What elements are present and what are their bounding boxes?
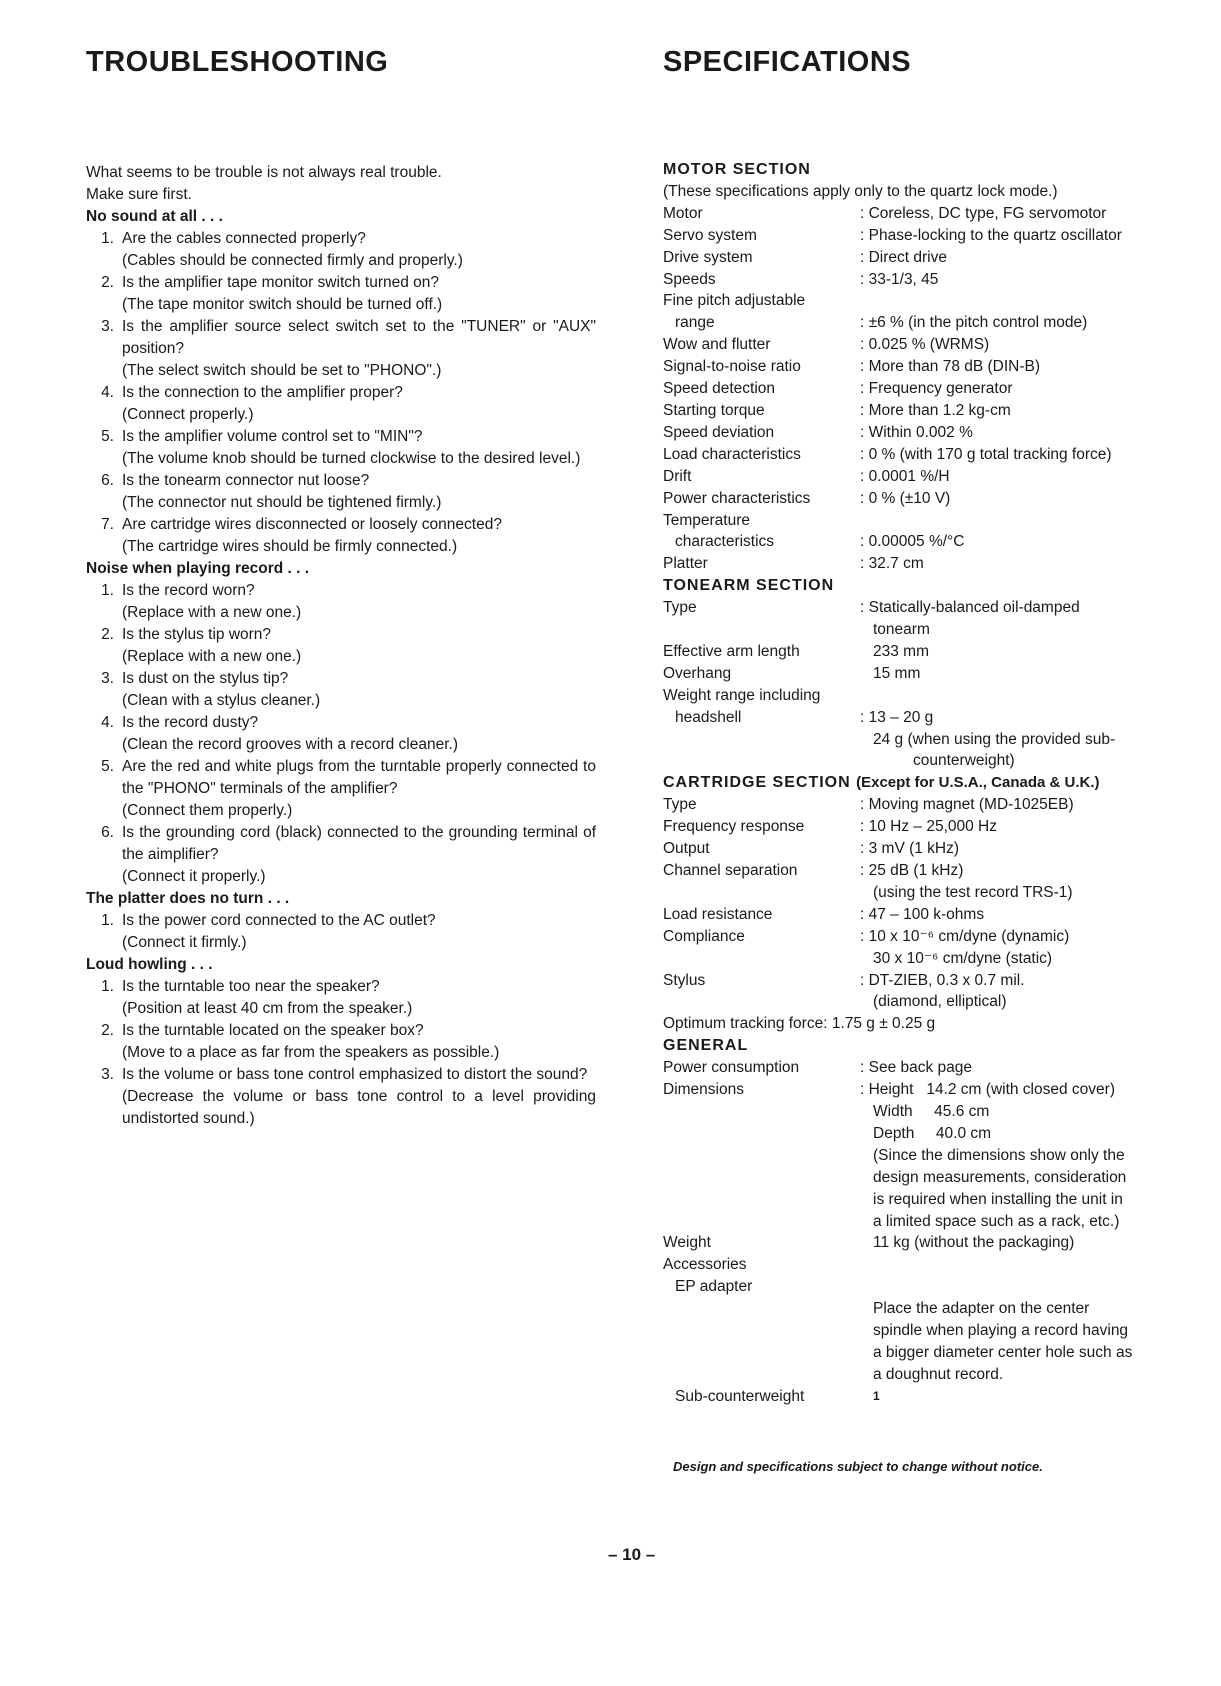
spec-row [663, 553, 1183, 575]
spec-label: Speed detection [663, 380, 776, 398]
answer-text: (The select switch should be set to "PHONO".) [122, 362, 442, 379]
spec-row [663, 904, 1183, 926]
answer-text: (Replace with a new one.) [122, 604, 302, 621]
spec-value: : Direct drive [860, 248, 947, 266]
spec-label: characteristics [675, 533, 775, 551]
spec-label: Weight range including [663, 686, 821, 704]
question-item [86, 382, 596, 404]
spec-continuation: Place the adapter on the center [873, 1300, 1090, 1318]
spec-continuation: a bigger diameter center hole such as [873, 1343, 1133, 1361]
question-text: Is the stylus tip worn? [122, 626, 272, 643]
spec-value: : ±6 % (in the pitch control mode) [860, 314, 1088, 332]
question-item [86, 976, 596, 998]
spec-row [663, 707, 1183, 729]
question-text: Is the amplifier tape monitor switch turned on? [122, 274, 440, 291]
question-number: 3. [101, 318, 114, 335]
question-item [86, 624, 596, 646]
spec-row [663, 1232, 1183, 1254]
spec-label: Power characteristics [663, 489, 811, 507]
cartridge-title-note: (Except for U.S.A., Canada & U.K.) [856, 774, 1100, 792]
motor-section-note: (These specifications apply only to the quartz lock mode.) [663, 182, 1058, 200]
question-number: 3. [101, 1066, 114, 1083]
spec-value: : 0.025 % (WRMS) [860, 336, 990, 354]
troubleshooting-heading: TROUBLESHOOTING [86, 46, 389, 78]
question-item [86, 1064, 596, 1086]
spec-value: : 0.0001 %/H [860, 467, 950, 485]
answer-text: (Connect them properly.) [122, 802, 293, 819]
spec-label: Stylus [663, 971, 706, 989]
spec-row [663, 816, 1183, 838]
answer-text: (The tape monitor switch should be turned off.) [122, 296, 443, 313]
answer-text: (Clean the record grooves with a record cleaner.) [122, 736, 458, 753]
question-text: Is the tonearm connector nut loose? [122, 472, 370, 489]
spec-label: Signal-to-noise ratio [663, 358, 801, 376]
question-text: Are the cables connected properly? [122, 230, 366, 247]
question-number: 4. [101, 714, 114, 731]
design-change-footnote: Design and specifications subject to change without notice. [673, 1459, 1043, 1474]
question-number: 2. [101, 626, 114, 643]
question-number: 5. [101, 758, 114, 775]
spec-label: Platter [663, 555, 708, 573]
spec-value: : 47 – 100 k-ohms [860, 905, 985, 923]
spec-label: Channel separation [663, 862, 798, 879]
spec-label: headshell [675, 708, 742, 726]
question-item [86, 712, 596, 734]
question-text: Is the volume or bass tone control emphasized to distort the sound? [122, 1066, 588, 1083]
question-text: Is the connection to the amplifier proper? [122, 384, 403, 401]
question-text: Is the turntable located on the speaker box? [122, 1022, 424, 1039]
answer-text: (Position at least 40 cm from the speaker.) [122, 1000, 413, 1017]
spec-label: Frequency response [663, 818, 805, 836]
spec-label: Motor [663, 204, 703, 222]
spec-continuation: (Since the dimensions show only the [873, 1146, 1125, 1164]
spec-label: Drive system [663, 248, 753, 266]
spec-row [663, 685, 1183, 707]
spec-row [663, 378, 1183, 400]
spec-value: : 32.7 cm [860, 555, 924, 573]
spec-label: Type [663, 599, 697, 617]
answer-text: (Cables should be connected firmly and properly.) [122, 252, 463, 269]
spec-row [663, 531, 1183, 553]
question-number: 1. [101, 912, 114, 929]
spec-label: Speed deviation [663, 423, 775, 441]
answer-text: (The volume knob should be turned clockwise to the desired level.) [122, 450, 581, 467]
spec-value: : 3 mV (1 kHz) [860, 840, 960, 858]
spec-row [663, 926, 1183, 948]
spec-value: : 0 % (±10 V) [860, 489, 951, 507]
spec-row [663, 860, 1183, 882]
spec-row [663, 663, 1183, 685]
motor-section-title: MOTOR SECTION [663, 161, 811, 178]
cartridge-title-text: CARTRIDGE SECTION [663, 774, 851, 792]
question-text: Is the amplifier volume control set to "MIN"? [122, 428, 423, 445]
cartridge-section-title [663, 772, 1183, 794]
spec-row [663, 225, 1183, 247]
question-number: 6. [101, 472, 114, 489]
spec-row [663, 510, 1183, 532]
spec-label: Overhang [663, 664, 732, 682]
spec-value: : 10 x 10⁻⁶ cm/dyne (dynamic) [860, 927, 1070, 945]
spec-label: Fine pitch adjustable [663, 292, 806, 310]
spec-row [663, 269, 1183, 291]
spec-value: : 0.00005 %/°C [860, 533, 965, 551]
spec-continuation: is required when installing the unit in [873, 1190, 1123, 1208]
question-number: 6. [101, 824, 114, 841]
spec-continuation: tonearm [873, 621, 930, 639]
spec-value: : Frequency generator [860, 380, 1013, 398]
spec-value: : Phase-locking to the quartz oscillator [860, 226, 1122, 244]
spec-label: Starting torque [663, 401, 765, 419]
spec-value: : Coreless, DC type, FG servomotor [860, 204, 1107, 222]
question-number: 2. [101, 1022, 114, 1039]
general-section-title: GENERAL [663, 1037, 749, 1055]
answer-text: (Connect it firmly.) [122, 934, 247, 951]
spec-row [663, 290, 1183, 312]
spec-row [663, 838, 1183, 860]
spec-value: : Statically-balanced oil-damped [860, 599, 1080, 617]
spec-label: Load resistance [663, 905, 773, 923]
optimum-tracking-force: Optimum tracking force: 1.75 g ± 0.25 g [663, 1015, 936, 1033]
spec-label: Wow and flutter [663, 336, 771, 354]
question-item [86, 822, 596, 866]
spec-row [663, 1057, 1183, 1079]
question-item [86, 668, 596, 690]
spec-row [663, 203, 1183, 225]
spec-row [663, 444, 1183, 466]
answer-text: (Clean with a stylus cleaner.) [122, 692, 321, 709]
spec-value: : More than 78 dB (DIN-B) [860, 358, 1041, 376]
spec-row [663, 1276, 1183, 1298]
spec-continuation: a doughnut record. [873, 1365, 1004, 1383]
spec-row [663, 247, 1183, 269]
question-item [86, 470, 596, 492]
spec-row [663, 312, 1183, 334]
tonearm-section-title: TONEARM SECTION [663, 577, 835, 595]
spec-label: Temperature [663, 511, 751, 529]
question-item [86, 228, 596, 250]
spec-label: Compliance [663, 927, 745, 945]
question-item [86, 316, 596, 360]
spec-row [663, 1079, 1183, 1101]
spec-value: : More than 1.2 kg-cm [860, 401, 1011, 419]
question-item [86, 426, 596, 448]
spec-value: : 13 – 20 g [860, 708, 934, 726]
spec-label: Servo system [663, 226, 757, 244]
intro-line: Make sure first. [86, 186, 192, 203]
question-item [86, 580, 596, 602]
spec-value: : See back page [860, 1059, 973, 1077]
spec-value: 11 kg (without the packaging) [873, 1234, 1075, 1252]
spec-label: Speeds [663, 270, 716, 288]
spec-label: EP adapter [675, 1278, 753, 1296]
spec-value: : Height 14.2 cm (with closed cover) [860, 1081, 1115, 1099]
question-text: Is the amplifier source select switch set to the "TUNER" or "AUX" position? [122, 318, 596, 357]
spec-row [663, 1254, 1183, 1276]
spec-value [860, 1254, 1183, 1276]
troubleshooting-section [86, 162, 596, 1130]
question-number: 1. [101, 582, 114, 599]
spec-label: Effective arm length [663, 642, 800, 660]
specifications-section [663, 159, 1183, 1408]
spec-label: Drift [663, 467, 692, 485]
spec-row [663, 794, 1183, 816]
page-number: – 10 – [608, 1545, 656, 1564]
spec-continuation: counterweight) [913, 752, 1015, 770]
question-text: Is the record dusty? [122, 714, 259, 731]
spec-continuation: a limited space such as a rack, etc.) [873, 1212, 1120, 1230]
spec-continuation: design measurements, consideration [873, 1168, 1127, 1186]
question-number: 3. [101, 670, 114, 687]
spec-continuation: (using the test record TRS-1) [873, 883, 1073, 901]
answer-text: (Connect it properly.) [122, 868, 266, 885]
question-item [86, 756, 596, 800]
spec-continuation: 24 g (when using the provided sub- [873, 730, 1116, 748]
question-item [86, 1020, 596, 1042]
spec-label: Dimensions [663, 1081, 744, 1099]
question-item [86, 514, 596, 536]
intro-line: What seems to be trouble is not always real trouble. [86, 164, 442, 181]
answer-text: (The cartridge wires should be firmly connected.) [122, 538, 458, 555]
question-number: 5. [101, 428, 114, 445]
question-item [86, 272, 596, 294]
spec-value [860, 510, 1183, 532]
spec-value: : 10 Hz – 25,000 Hz [860, 818, 997, 836]
spec-value: 233 mm [873, 642, 929, 660]
question-number: 4. [101, 384, 114, 401]
answer-text: (The connector nut should be tightened firmly.) [122, 494, 442, 511]
spec-row [663, 466, 1183, 488]
spec-continuation: 30 x 10⁻⁶ cm/dyne (static) [873, 949, 1053, 967]
spec-continuation: Width 45.6 cm [873, 1102, 990, 1120]
spec-continuation: (diamond, elliptical) [873, 993, 1007, 1011]
category-title: No sound at all . . . [86, 208, 223, 225]
spec-row [663, 422, 1183, 444]
answer-text: (Move to a place as far from the speakers as possible.) [122, 1044, 500, 1061]
spec-label: Type [663, 796, 697, 814]
spec-label: Load characteristics [663, 445, 801, 463]
spec-value: 15 mm [873, 664, 921, 682]
spec-value: : Within 0.002 % [860, 423, 973, 441]
spec-value [860, 290, 1183, 312]
spec-value: : 33-1/3, 45 [860, 270, 939, 288]
spec-label: Accessories [663, 1256, 747, 1274]
spec-label: Sub-counterweight [675, 1387, 805, 1405]
question-text: Is the grounding cord (black) connected to the grounding terminal of the aimplifier? [122, 824, 596, 863]
spec-value [860, 685, 1183, 707]
category-title: The platter does no turn . . . [86, 890, 290, 907]
spec-label: range [675, 314, 715, 332]
spec-value: : 0 % (with 170 g total tracking force) [860, 445, 1112, 463]
spec-label: Power consumption [663, 1059, 800, 1077]
question-text: Is the record worn? [122, 582, 255, 599]
question-number: 1. [101, 230, 114, 247]
spec-label: Output [663, 840, 710, 858]
spec-row [663, 597, 1183, 619]
question-item [86, 910, 596, 932]
question-text: Are the red and white plugs from the turntable properly connected to the "PHONO" terminals of the amplifier? [122, 758, 596, 797]
spec-row [663, 1386, 1183, 1408]
answer-text: (Connect properly.) [122, 406, 254, 423]
spec-value: : DT-ZIEB, 0.3 x 0.7 mil. [860, 971, 1025, 989]
spec-row [663, 356, 1183, 378]
spec-value: : Moving magnet (MD-1025EB) [860, 796, 1074, 814]
question-text: Is the turntable too near the speaker? [122, 978, 380, 995]
spec-row [663, 641, 1183, 663]
question-number: 7. [101, 516, 114, 533]
category-title: Loud howling . . . [86, 956, 213, 973]
spec-row [663, 970, 1183, 992]
spec-continuation: spindle when playing a record having [873, 1322, 1129, 1340]
answer-text: (Decrease the volume or bass tone control to a level providing undistorted sound.) [122, 1088, 596, 1127]
spec-label: Weight [663, 1234, 711, 1252]
question-number: 2. [101, 274, 114, 291]
spec-row [663, 400, 1183, 422]
spec-value: : 25 dB (1 kHz) [860, 862, 964, 879]
spec-value [860, 1276, 1183, 1298]
question-text: Is dust on the stylus tip? [122, 670, 289, 687]
category-title: Noise when playing record . . . [86, 560, 310, 577]
spec-row [663, 488, 1183, 510]
question-text: Is the power cord connected to the AC outlet? [122, 912, 436, 929]
specifications-heading: SPECIFICATIONS [663, 46, 912, 78]
question-number: 1. [101, 978, 114, 995]
answer-text: (Replace with a new one.) [122, 648, 302, 665]
spec-value: 1 [873, 1388, 880, 1403]
spec-continuation: Depth 40.0 cm [873, 1124, 992, 1142]
spec-row [663, 334, 1183, 356]
question-text: Are cartridge wires disconnected or loosely connected? [122, 516, 502, 533]
